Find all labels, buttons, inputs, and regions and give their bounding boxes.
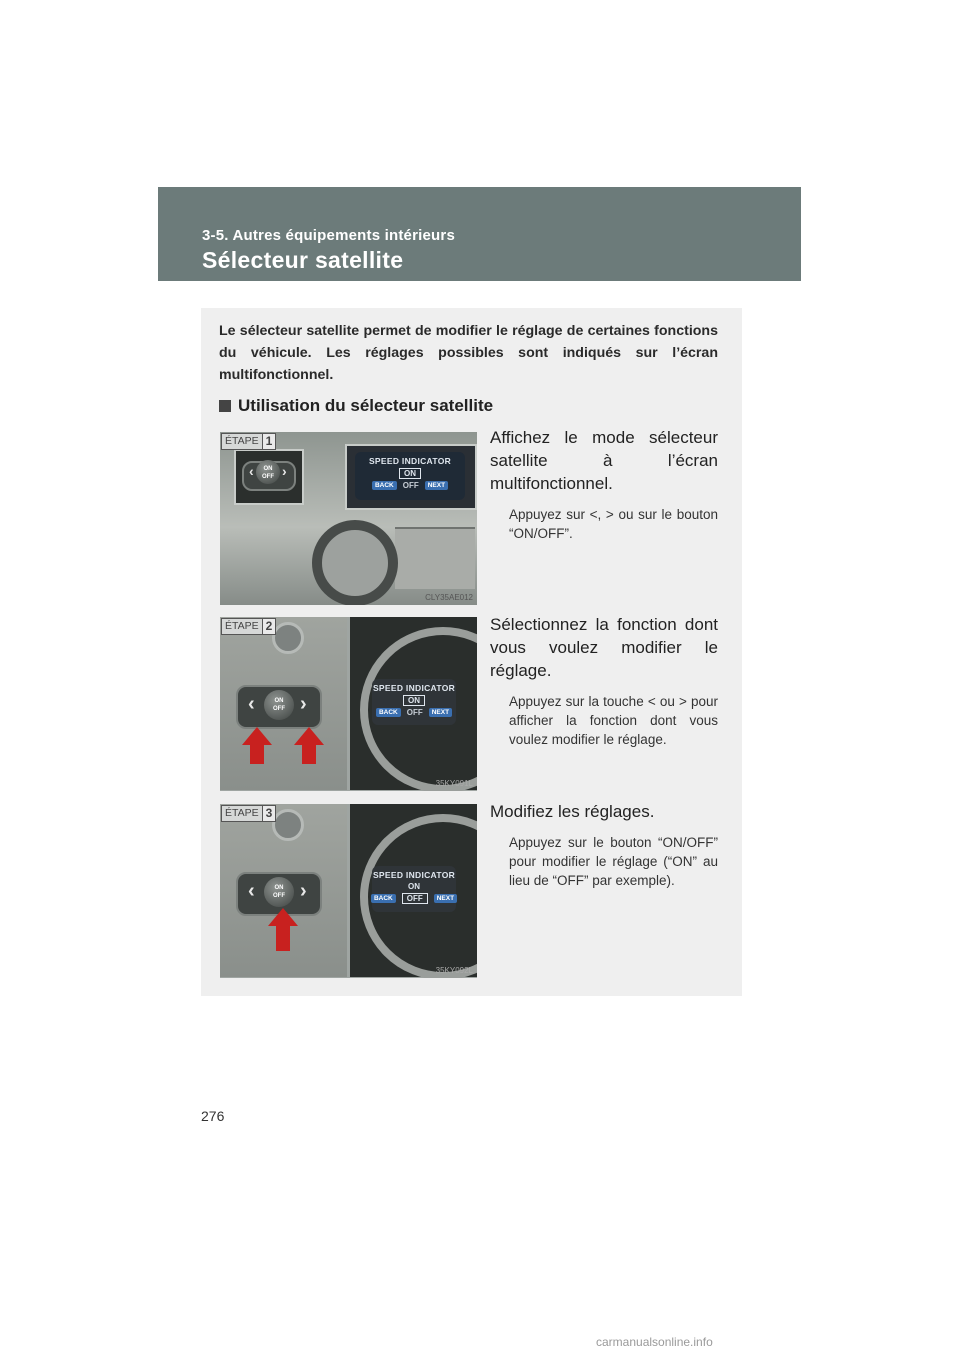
image-code: 35KY092L: [435, 966, 473, 975]
square-bullet-icon: [219, 400, 231, 412]
red-arrow-icon: [268, 908, 298, 926]
step-2-text: [490, 613, 718, 749]
display-closeup: [350, 617, 477, 790]
multi-display: SPEED INDICATOR ON BACK OFF NEXT: [355, 452, 465, 500]
red-arrow-icon: [242, 727, 272, 745]
switch-closeup: [220, 804, 347, 977]
multi-display: SPEED INDICATOR ON BACK OFF NEXT: [372, 679, 456, 725]
image-code: CLY35AE012: [425, 593, 473, 602]
section-label: 3-5. Autres équipements intérieurs: [202, 227, 455, 244]
page-header: [158, 187, 801, 281]
step-3-image: [220, 804, 477, 978]
step-detail: Appuyez sur le bouton “ON/OFF” pour modifier le réglage (“ON” au lieu de “OFF” par exemple).: [509, 835, 718, 888]
subheading-text: Utilisation du sélecteur satellite: [238, 396, 494, 415]
dial-icon: [272, 622, 304, 654]
switch-inset: [234, 449, 304, 505]
chevron-right-icon: ›: [282, 463, 287, 479]
satellite-switch: [242, 461, 296, 491]
subheading: [219, 396, 493, 416]
chevron-left-icon: ‹: [249, 463, 254, 479]
step-3-text: [490, 800, 718, 890]
step-2-image: [220, 617, 477, 791]
step-detail: Appuyez sur <, > ou sur le bouton “ON/OFF”.: [509, 507, 718, 541]
step-1-text: [490, 426, 718, 543]
step-instruction: Sélectionnez la fonction dont vous voulez modifier le réglage.: [490, 615, 718, 680]
chevron-right-icon: ›: [300, 693, 307, 715]
step-1-image: [220, 432, 477, 605]
dial-icon: [272, 809, 304, 841]
page-title: Sélecteur satellite: [202, 247, 404, 273]
step-badge: ÉTAPE 2: [221, 618, 276, 635]
page-number: 276: [201, 1108, 225, 1124]
multi-display: SPEED INDICATOR ON BACK OFF NEXT: [372, 866, 456, 912]
step-badge: ÉTAPE 3: [221, 805, 276, 822]
image-code: 35KY091L: [435, 779, 473, 788]
footer-watermark: carmanualsonline.info: [596, 1335, 713, 1349]
car-interior-illustration: [220, 432, 477, 605]
step-detail: Appuyez sur la touche < ou > pour afficher la fonction dont vous voulez modifier le réglage.: [509, 694, 718, 747]
steering-wheel-icon: [312, 520, 398, 605]
switch-closeup: [220, 617, 347, 790]
chevron-right-icon: ›: [300, 880, 307, 902]
chevron-left-icon: ‹: [248, 693, 255, 715]
red-arrow-icon: [294, 727, 324, 745]
content-box: [201, 308, 742, 996]
on-off-knob: ON OFF: [256, 460, 280, 484]
display-closeup: [350, 804, 477, 977]
on-off-knob: ON OFF: [264, 877, 294, 907]
dashboard-shape: [395, 527, 475, 589]
step-instruction: Affichez le mode sélecteur satellite à l’écran multifonctionnel.: [490, 428, 718, 493]
on-off-knob: ON OFF: [264, 690, 294, 720]
display-inset: [345, 444, 477, 510]
step-badge: ÉTAPE 1: [221, 433, 276, 450]
intro-paragraph: Le sélecteur satellite permet de modifier le réglage de certaines fonctions du véhicule. Les réglages possibles sont indiqués sur l’écran multifonctionnel.: [219, 323, 718, 383]
step-instruction: Modifiez les réglages.: [490, 802, 655, 821]
chevron-left-icon: ‹: [248, 880, 255, 902]
satellite-switch: [236, 685, 322, 729]
